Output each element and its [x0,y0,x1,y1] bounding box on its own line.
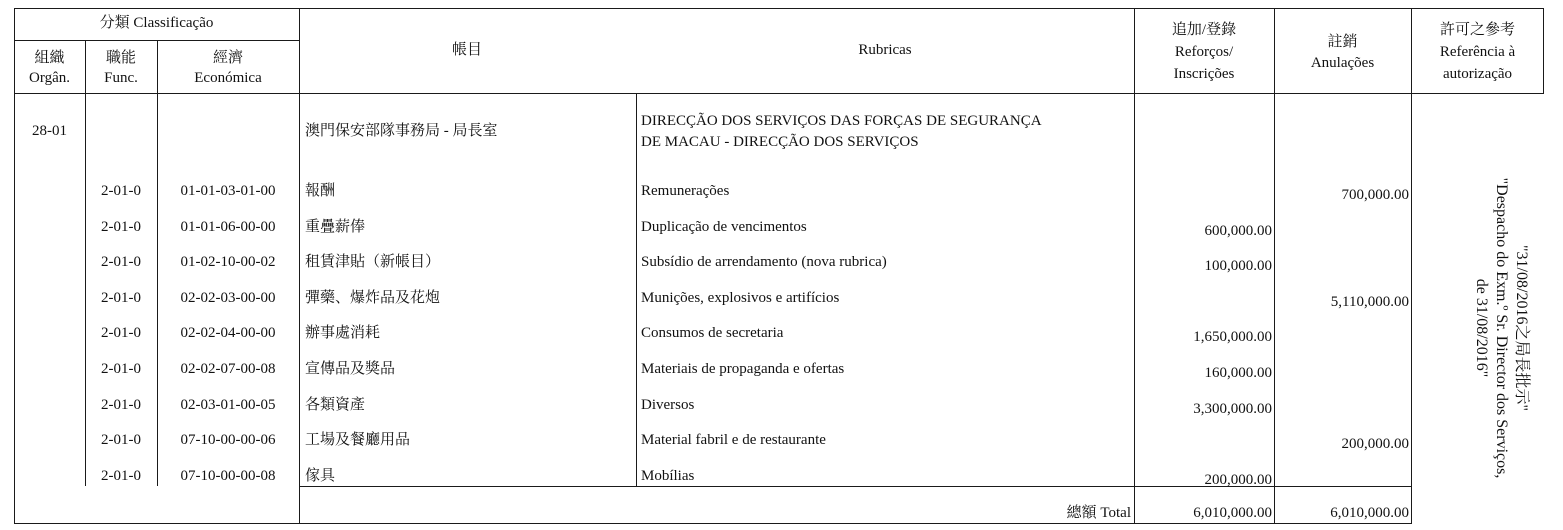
row-rubrica-pt: Diversos [641,397,695,413]
header-referencia-zh: 許可之參考 [1439,22,1515,38]
row-func-code: 2-01-0 [101,468,141,484]
section-name-pt-line1: DIRECÇÃO DOS SERVIÇOS DAS FORÇAS DE SEGURANÇA [641,113,1042,129]
header-organ-pt: Orgân. [29,70,70,86]
row-rubrica-pt: Remunerações [641,183,730,199]
row-func-code: 2-01-0 [101,254,141,270]
section-name-pt-line2: DE MACAU - DIRECÇÃO DOS SERVIÇOS [641,134,919,150]
authorization-line-2: "Despacho do Exm.º Sr. Director dos Serviços, [1493,177,1510,479]
row-econ-code: 02-02-03-00-00 [180,290,276,306]
row-func-code: 2-01-0 [101,325,141,341]
authorization-reference [1451,138,1551,518]
header-anulacoes-pt: Anulações [1310,55,1375,71]
header-func-zh: 職能 [105,50,136,66]
row-account-zh: 工場及餐廳用品 [305,432,411,448]
total-reforco: 6,010,000.00 [1193,505,1272,521]
row-econ-code: 02-02-04-00-00 [180,325,276,341]
col-divider-referencia [1411,8,1412,524]
row-func-code: 2-01-0 [101,183,141,199]
header-organ-zh: 組織 [34,50,65,66]
header-classification: 分類 Classificação [99,15,214,31]
row-econ-code: 07-10-00-00-06 [180,432,276,448]
row-rubrica-pt: Duplicação de vencimentos [641,219,807,235]
row-reforco-amount: 160,000.00 [1204,365,1272,381]
header-func-pt: Func. [104,70,138,86]
row-econ-code: 01-01-03-01-00 [180,183,276,199]
row-func-code: 2-01-0 [101,397,141,413]
row-account-zh: 辦事處消耗 [305,325,381,341]
header-anulacoes-zh: 註銷 [1327,34,1358,50]
row-reforco-amount: 1,650,000.00 [1193,329,1272,345]
row-func-code: 2-01-0 [101,219,141,235]
row-account-zh: 各類資產 [305,397,366,413]
row-econ-code: 01-01-06-00-00 [180,219,276,235]
row-func-code: 2-01-0 [101,432,141,448]
budget-table [14,8,1544,524]
header-rubricas: Rubricas [858,42,912,58]
row-rubrica-pt: Subsídio de arrendamento (nova rubrica) [641,254,887,270]
row-account-zh: 租賃津貼（新帳目） [305,254,441,270]
row-econ-code: 01-02-10-00-02 [180,254,276,270]
row-rubrica-pt: Materiais de propaganda e ofertas [641,361,845,377]
row-rubrica-pt: Mobílias [641,468,695,484]
row-rubrica-pt: Material fabril e de restaurante [641,432,826,448]
row-anulacao-amount: 5,110,000.00 [1330,294,1409,310]
row-account-zh: 彈藥、爆炸品及花炮 [305,290,441,306]
col-divider-account [299,8,300,524]
header-referencia-pt1: Referência à [1439,44,1516,60]
table-border-top [14,8,1544,9]
row-account-zh: 重疊薪俸 [305,219,366,235]
header-referencia-pt2: autorização [1442,66,1513,82]
row-reforco-amount: 3,300,000.00 [1193,401,1272,417]
header-account-zh: 帳目 [451,42,482,58]
row-reforco-amount: 600,000.00 [1204,223,1272,239]
row-econ-code: 02-02-07-00-08 [180,361,276,377]
row-account-zh: 宣傳品及獎品 [305,361,396,377]
row-func-code: 2-01-0 [101,290,141,306]
col-divider-rubricas [636,93,637,486]
total-label: 總額 Total [1066,505,1131,521]
row-anulacao-amount: 700,000.00 [1341,187,1409,203]
row-reforco-amount: 200,000.00 [1204,472,1272,488]
table-border-bottom [14,523,1411,524]
row-func-code: 2-01-0 [101,361,141,377]
authorization-line-1: "31/08/2016之局長批示" [1513,245,1530,411]
row-rubrica-pt: Consumos de secretaria [641,325,784,341]
header-reforcos-zh: 追加/登錄 [1171,22,1237,38]
row-econ-code: 02-03-01-00-05 [180,397,276,413]
row-account-zh: 報酬 [305,183,336,199]
row-rubrica-pt: Munições, explosivos e artifícios [641,290,840,306]
header-reforcos-pt2: Inscrições [1173,66,1235,82]
section-organ-code: 28-01 [32,123,67,139]
authorization-line-3: de 31/08/2016" [1473,278,1490,378]
section-name-zh: 澳門保安部隊事務局 - 局長室 [305,123,498,139]
header-bottom-border [14,93,1544,94]
total-anulacao: 6,010,000.00 [1330,505,1409,521]
header-econ-zh: 經濟 [212,50,243,66]
row-anulacao-amount: 200,000.00 [1341,436,1409,452]
row-account-zh: 傢具 [305,468,336,484]
row-econ-code: 07-10-00-00-08 [180,468,276,484]
header-reforcos-pt1: Reforços/ [1174,44,1234,60]
row-reforco-amount: 100,000.00 [1204,258,1272,274]
header-econ-pt: Económica [194,70,262,86]
